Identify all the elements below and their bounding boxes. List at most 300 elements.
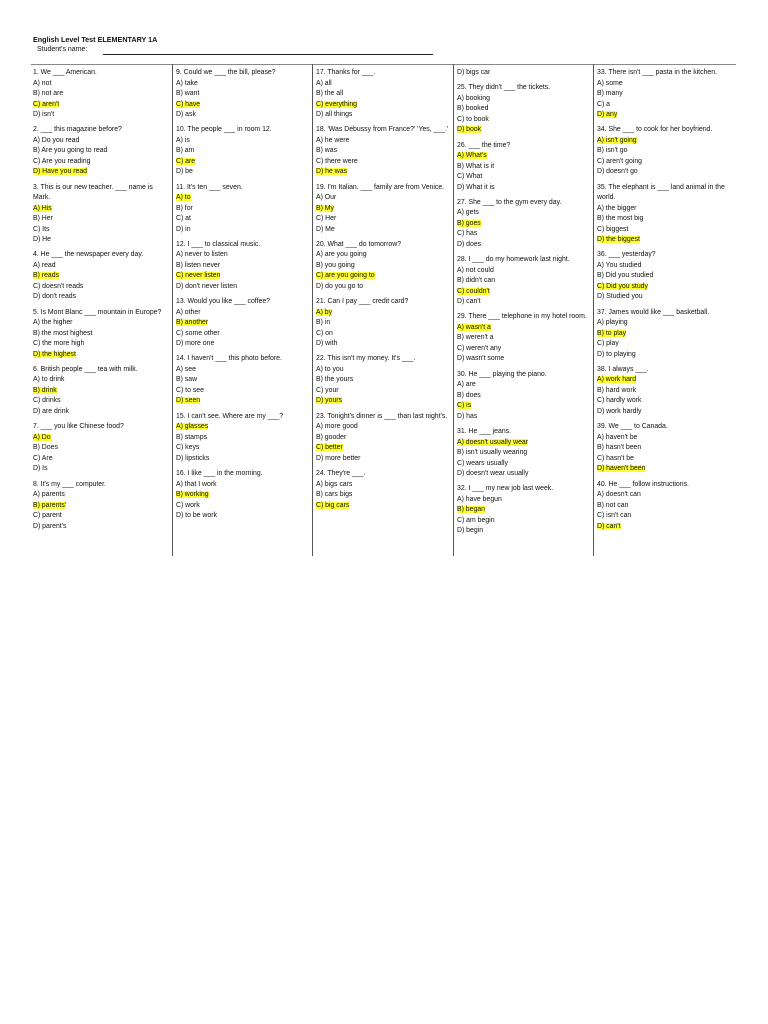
answer-text: D) doesn't wear usually	[457, 470, 529, 478]
question-block	[316, 183, 450, 236]
answer-option	[597, 443, 731, 454]
answer-text: A) You studied	[597, 261, 642, 269]
question-text: 34. She ___ to cook for her boyfriend.	[597, 126, 713, 134]
answer-option	[176, 193, 310, 204]
answer-option	[597, 339, 731, 350]
question-block	[597, 365, 731, 418]
answer-text: A) Our	[316, 194, 337, 202]
answer-text: A) are	[457, 381, 476, 389]
answer-text: A) are you going	[316, 251, 367, 259]
question-block	[457, 68, 591, 79]
answer-text: A) gets	[457, 209, 479, 217]
answer-option	[316, 167, 450, 178]
answer-text: A) Do you read	[33, 136, 80, 144]
answer-text: B) isn't usually wearing	[457, 449, 528, 457]
answer-text: B) isn't go	[597, 147, 628, 155]
answer-option	[597, 522, 731, 533]
answer-text: C) hardly work	[597, 397, 642, 405]
answer-option	[176, 167, 310, 178]
highlighted-answer: D) seen	[176, 397, 201, 405]
answer-text: C) work	[176, 501, 200, 509]
highlighted-answer: C) is	[457, 402, 472, 410]
answer-option	[457, 323, 591, 334]
highlighted-answer: C) are you going to	[316, 272, 375, 280]
question-block	[176, 183, 310, 236]
answer-text: D) more better	[316, 454, 361, 462]
answer-option	[316, 454, 450, 465]
answer-option	[176, 454, 310, 465]
answer-text: B) hard work	[597, 386, 637, 394]
student-name-line	[103, 54, 433, 55]
answer-text: D) to be work	[176, 512, 217, 520]
answer-option	[33, 271, 167, 282]
answer-text: B) the all	[316, 90, 344, 97]
answer-option	[176, 480, 310, 491]
question-text: 28. I ___ do my homework last night.	[457, 256, 570, 264]
question-text: 27. She ___ to the gym every day.	[457, 198, 562, 206]
answer-option	[33, 204, 167, 215]
question-text: 13. Would you like ___ coffee?	[176, 298, 270, 306]
answer-option	[457, 208, 591, 219]
answer-option	[316, 146, 450, 157]
answer-text: B) want	[176, 90, 200, 97]
answer-option	[457, 459, 591, 470]
answer-option	[176, 490, 310, 501]
answer-text: C) hasn't be	[597, 454, 634, 462]
question-text: 31. He ___ jeans.	[457, 428, 512, 436]
answer-option	[457, 240, 591, 251]
answer-text: B) Did you studied	[597, 272, 654, 280]
answer-option	[457, 219, 591, 230]
question-text: 18. 'Was Debussy from France?' 'Yes, ___.'	[316, 126, 449, 134]
highlighted-answer: D) any	[597, 111, 618, 118]
answer-option	[33, 490, 167, 501]
answer-option	[316, 339, 450, 350]
answer-option	[176, 365, 310, 376]
answer-text: B) for	[176, 204, 193, 212]
answer-text: D) to playing	[597, 350, 636, 358]
answer-text: A) to you	[316, 365, 344, 373]
answer-option	[33, 292, 167, 303]
answer-option	[33, 235, 167, 246]
answer-option	[597, 329, 731, 340]
answer-option	[597, 511, 731, 522]
column-divider	[172, 64, 173, 556]
answer-text: A) have begun	[457, 495, 502, 503]
highlighted-answer: A) Do	[33, 433, 51, 441]
answer-option	[316, 501, 450, 512]
answer-option	[33, 89, 167, 100]
answer-option	[316, 422, 450, 433]
answer-option	[457, 115, 591, 126]
answer-option	[316, 214, 450, 225]
question-block	[597, 250, 731, 303]
question-text: 2. ___ this magazine before?	[33, 126, 122, 134]
answer-option	[176, 329, 310, 340]
answer-option	[457, 438, 591, 449]
answer-option	[33, 167, 167, 178]
question-text: 15. I can't see. Where are my ___?	[176, 412, 284, 420]
answer-text: A) doesn't can	[597, 491, 641, 499]
answer-option	[457, 448, 591, 459]
question-block	[33, 480, 167, 533]
question-text: 9. Could we ___ the bill, please?	[176, 69, 276, 76]
answer-option	[597, 454, 731, 465]
highlighted-answer: A) to	[176, 194, 191, 202]
answer-option	[597, 501, 731, 512]
answer-text: B) didn't can	[457, 277, 496, 285]
question-block	[457, 198, 591, 251]
highlighted-answer: B) My	[316, 204, 334, 212]
answer-option	[457, 297, 591, 308]
answer-text: B) saw	[176, 376, 198, 384]
answer-option	[457, 516, 591, 527]
answer-option	[457, 183, 591, 194]
question-block	[457, 312, 591, 365]
answer-text: A) not could	[457, 266, 494, 274]
answer-option	[457, 495, 591, 506]
question-text: 5. Is Mont Blanc ___ mountain in Europe?	[33, 308, 162, 316]
answer-option	[597, 350, 731, 361]
highlighted-answer: C) Did you study	[597, 282, 648, 290]
answer-option	[457, 344, 591, 355]
answer-option	[597, 100, 731, 111]
answer-text: D) work hardly	[597, 407, 642, 415]
question-text: 12. I ___ to classical music.	[176, 240, 261, 248]
question-block	[33, 365, 167, 418]
answer-option	[597, 282, 731, 293]
question-block	[457, 370, 591, 423]
question-block	[316, 68, 450, 121]
answer-option	[457, 526, 591, 537]
answer-text: D) He	[33, 236, 51, 244]
question-text: 19. I'm Italian. ___ family are from Venice.	[316, 183, 445, 191]
answer-option	[176, 79, 310, 90]
question-block	[457, 427, 591, 480]
answer-text: C) weren't any	[457, 344, 502, 352]
answer-option	[176, 375, 310, 386]
answer-text: B) What is it	[457, 162, 495, 170]
answer-option	[457, 412, 591, 423]
answer-option	[33, 282, 167, 293]
question-text: 17. Thanks for ___.	[316, 69, 376, 76]
question-text: 16. I like ___ in the morning.	[176, 470, 263, 478]
answer-text: C) at	[176, 215, 191, 223]
question-text: 7. ___ you like Chinese food?	[33, 423, 124, 431]
answer-text: D) don't reads	[33, 293, 77, 301]
highlighted-answer: B) parents'	[33, 501, 67, 509]
answer-option	[176, 204, 310, 215]
question-text: 21. Can I pay ___ credit card?	[316, 298, 409, 306]
answer-option	[33, 501, 167, 512]
student-name-label: Student's name:	[37, 46, 88, 53]
question-block	[176, 412, 310, 465]
answer-option	[176, 157, 310, 168]
answer-text: B) hasn't been	[597, 444, 642, 452]
answer-text: B) am	[176, 147, 195, 155]
answer-text: C) Its	[33, 225, 50, 233]
answer-text: B) booked	[457, 105, 489, 113]
answer-text: C) am begin	[457, 516, 495, 524]
highlighted-answer: D) can't	[597, 522, 621, 530]
question-column-1	[33, 68, 167, 537]
question-block	[176, 240, 310, 293]
highlighted-answer: A) isn't going	[597, 136, 637, 144]
answer-option	[316, 282, 450, 293]
answer-option	[457, 276, 591, 287]
answer-text: C) parent	[33, 512, 62, 520]
answer-option	[33, 136, 167, 147]
answer-option	[597, 433, 731, 444]
answer-text: A) other	[176, 308, 201, 316]
answer-text: C) drinks	[33, 397, 61, 405]
question-text: 37. James would like ___ basketball.	[597, 308, 710, 316]
question-block	[33, 250, 167, 303]
question-block	[597, 422, 731, 475]
highlighted-answer: A) wasn't a	[457, 323, 491, 331]
answer-text: B) not can	[597, 501, 629, 509]
answer-option	[316, 250, 450, 261]
question-block	[597, 480, 731, 533]
answer-text: A) not	[33, 79, 52, 87]
question-block	[316, 297, 450, 350]
answer-text: A) the higher	[33, 319, 73, 327]
question-block	[316, 240, 450, 293]
highlighted-answer: A) What's	[457, 152, 487, 160]
question-block	[176, 354, 310, 407]
answer-option	[597, 386, 731, 397]
question-text: 33. There isn't ___ pasta in the kitchen.	[597, 69, 717, 76]
answer-option	[316, 375, 450, 386]
answer-text: A) never to listen	[176, 251, 228, 259]
answer-option	[316, 79, 450, 90]
answer-option	[457, 333, 591, 344]
answer-option	[176, 214, 310, 225]
question-block	[33, 125, 167, 178]
question-text: 4. He ___ the newspaper every day.	[33, 251, 144, 259]
question-block	[316, 412, 450, 465]
answer-text: A) bigs cars	[316, 480, 353, 488]
answer-option	[33, 396, 167, 407]
answer-text: D) wasn't some	[457, 355, 505, 363]
answer-option	[176, 146, 310, 157]
answer-option	[457, 151, 591, 162]
answer-option	[176, 501, 310, 512]
highlighted-answer: B) another	[176, 319, 209, 327]
answer-option	[316, 490, 450, 501]
highlighted-answer: A) work hard	[597, 376, 637, 384]
answer-option	[176, 261, 310, 272]
answer-text: C) some other	[176, 329, 220, 337]
answer-text: B) gooder	[316, 433, 347, 441]
question-block	[176, 125, 310, 178]
answer-text: D) are drink	[33, 407, 69, 415]
answer-text: D) don't never listen	[176, 282, 238, 290]
answer-option	[316, 396, 450, 407]
answer-text: B) Does	[33, 444, 58, 452]
question-text: 22. This isn't my money. It's ___.	[316, 355, 416, 363]
answer-option	[176, 422, 310, 433]
highlighted-answer: D) Have you read	[33, 168, 88, 176]
question-text: 38. I always ___.	[597, 365, 649, 373]
answer-text: D) all things	[316, 111, 353, 118]
question-block	[176, 469, 310, 522]
answer-option	[597, 375, 731, 386]
answer-text: B) in	[316, 319, 331, 327]
answer-option	[316, 318, 450, 329]
highlighted-answer: B) reads	[33, 272, 60, 280]
highlighted-answer: C) big cars	[316, 501, 350, 509]
answer-option	[316, 386, 450, 397]
question-block	[457, 141, 591, 194]
highlighted-answer: B) to play	[597, 329, 627, 337]
answer-option	[597, 235, 731, 246]
answer-option	[176, 386, 310, 397]
answer-text: C) isn't can	[597, 512, 632, 520]
question-block	[597, 68, 731, 121]
answer-option	[457, 162, 591, 173]
highlighted-answer: A) glasses	[176, 423, 209, 431]
highlighted-answer: C) aren't	[33, 100, 60, 108]
answer-option	[33, 443, 167, 454]
answer-option	[597, 89, 731, 100]
question-text: 14. I haven't ___ this photo before.	[176, 355, 282, 363]
answer-text: B) the most highest	[33, 329, 93, 337]
answer-option	[33, 225, 167, 236]
answer-text: B) Her	[33, 215, 53, 223]
highlighted-answer: D) he was	[316, 168, 348, 176]
answer-text: D) more one	[176, 340, 215, 348]
answer-option	[457, 68, 591, 79]
answer-text: A) playing	[597, 319, 628, 327]
answer-text: A) booking	[457, 94, 490, 102]
question-text: 32. I ___ my new job last week.	[457, 485, 554, 493]
question-text: 29. There ___ telephone in my hotel room.	[457, 313, 587, 321]
answer-text: B) you going	[316, 261, 355, 269]
answer-option	[33, 464, 167, 475]
question-text: 8. It's my ___ computer.	[33, 480, 106, 488]
answer-text: A) is	[176, 136, 190, 144]
answer-text: D) does	[457, 240, 482, 248]
question-block	[457, 484, 591, 537]
question-block	[597, 308, 731, 361]
answer-option	[176, 225, 310, 236]
answer-text: B) does	[457, 391, 481, 399]
answer-text: A) parents	[33, 491, 65, 499]
highlighted-answer: C) better	[316, 444, 343, 452]
answer-option	[597, 407, 731, 418]
answer-option	[176, 396, 310, 407]
answer-text: A) the bigger	[597, 204, 637, 212]
answer-option	[176, 250, 310, 261]
answer-option	[176, 318, 310, 329]
answer-option	[33, 339, 167, 350]
answer-option	[33, 157, 167, 168]
highlighted-answer: D) book	[457, 126, 482, 134]
answer-text: A) some	[597, 79, 623, 87]
answer-text: B) many	[597, 90, 623, 97]
top-rule	[31, 64, 736, 65]
answer-option	[457, 401, 591, 412]
answer-text: C) Are	[33, 454, 53, 462]
answer-text: C) What	[457, 173, 483, 181]
answer-option	[457, 266, 591, 277]
question-block	[33, 68, 167, 121]
answer-option	[457, 391, 591, 402]
question-block	[176, 297, 310, 350]
answer-option	[457, 354, 591, 365]
answer-text: C) your	[316, 386, 339, 394]
answer-option	[316, 225, 450, 236]
answer-text: A) all	[316, 79, 332, 87]
answer-text: D) do you go to	[316, 282, 364, 290]
answer-text: D) has	[457, 412, 478, 420]
answer-text: C) the more high	[33, 340, 85, 348]
answer-text: D) in	[176, 225, 191, 233]
column-divider	[312, 64, 313, 556]
answer-text: D) bigs car	[457, 69, 491, 76]
question-text: 6. British people ___ tea with milk.	[33, 365, 138, 373]
answer-option	[33, 386, 167, 397]
answer-option	[33, 261, 167, 272]
highlighted-answer: A) doesn't usually wear	[457, 438, 529, 446]
question-column-5	[597, 68, 731, 537]
question-block	[597, 183, 731, 246]
answer-option	[33, 146, 167, 157]
answer-text: A) to drink	[33, 376, 65, 384]
answer-option	[457, 287, 591, 298]
answer-text: A) haven't be	[597, 433, 638, 441]
answer-text: D) isn't	[33, 111, 55, 118]
answer-option	[33, 407, 167, 418]
answer-option	[457, 229, 591, 240]
answer-option	[316, 480, 450, 491]
answer-text: A) he were	[316, 136, 350, 144]
answer-text: B) listen never	[176, 261, 221, 269]
answer-option	[597, 490, 731, 501]
answer-option	[316, 89, 450, 100]
answer-option	[176, 89, 310, 100]
answer-option	[597, 261, 731, 272]
answer-text: D) be	[176, 168, 193, 176]
answer-text: C) Are you reading	[33, 157, 91, 165]
answer-option	[33, 329, 167, 340]
answer-option	[33, 522, 167, 533]
question-text: 23. Tonight's dinner is ___ than last night's.	[316, 412, 448, 420]
question-block	[457, 255, 591, 308]
question-text: 11. It's ten ___ seven.	[176, 183, 243, 191]
highlighted-answer: C) never listen	[176, 272, 221, 280]
answer-option	[316, 204, 450, 215]
question-block	[316, 354, 450, 407]
answer-option	[33, 318, 167, 329]
highlighted-answer: A) by	[316, 308, 333, 316]
question-column-3	[316, 68, 450, 516]
answer-text: C) there were	[316, 157, 358, 165]
answer-option	[316, 110, 450, 121]
answer-text: C) has	[457, 230, 478, 238]
answer-option	[597, 464, 731, 475]
answer-option	[597, 214, 731, 225]
answer-option	[597, 271, 731, 282]
answer-text: B) cars bigs	[316, 491, 353, 499]
document-title: English Level Test ELEMENTARY 1A	[33, 35, 158, 44]
answer-option	[316, 136, 450, 147]
answer-text: A) more good	[316, 423, 358, 431]
answer-option	[316, 261, 450, 272]
highlighted-answer: D) haven't been	[597, 465, 646, 473]
answer-option	[33, 375, 167, 386]
